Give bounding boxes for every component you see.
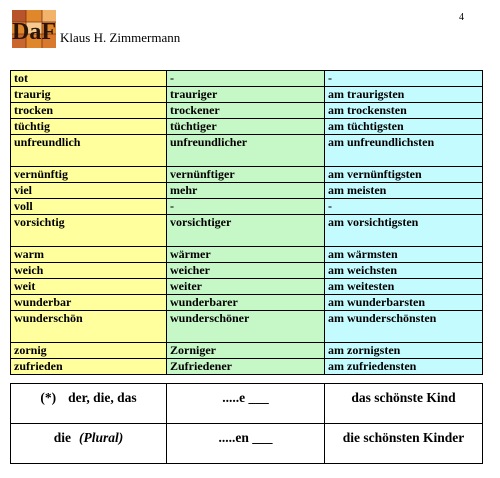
author-name: Klaus H. Zimmermann <box>60 30 181 45</box>
positive-cell: unfreundlich <box>11 135 167 167</box>
comparative-cell: mehr <box>167 183 325 199</box>
table-row <box>11 71 483 87</box>
superlative-cell: am meisten <box>325 183 483 199</box>
plural-label: (Plural) <box>79 430 124 445</box>
table-row <box>11 215 483 247</box>
page-number: 4 <box>459 12 464 23</box>
positive-cell: zufrieden <box>11 359 167 375</box>
positive-cell: tot <box>11 71 167 87</box>
positive-cell: zornig <box>11 343 167 359</box>
comparative-cell: Zufriedener <box>167 359 325 375</box>
superlative-cell: am traurigsten <box>325 87 483 103</box>
comparative-cell: wunderschöner <box>167 311 325 343</box>
table-row <box>11 87 483 103</box>
table-row <box>11 199 483 215</box>
superlative-cell: am weichsten <box>325 263 483 279</box>
singular-articles-cell <box>11 384 167 424</box>
singular-articles: der, die, das <box>68 390 137 405</box>
table-row <box>11 247 483 263</box>
plural-article: die <box>53 430 71 445</box>
table-row <box>11 295 483 311</box>
comparative-cell: wärmer <box>167 247 325 263</box>
positive-cell: warm <box>11 247 167 263</box>
superlative-cell: - <box>325 71 483 87</box>
superlative-cell: am zornigsten <box>325 343 483 359</box>
positive-cell: traurig <box>11 87 167 103</box>
positive-cell: weich <box>11 263 167 279</box>
positive-cell: tüchtig <box>11 119 167 135</box>
positive-cell: wunderschön <box>11 311 167 343</box>
comparative-cell: weicher <box>167 263 325 279</box>
positive-cell: vorsichtig <box>11 215 167 247</box>
table-row <box>11 103 483 119</box>
superlative-cell: am vorsichtigsten <box>325 215 483 247</box>
superlative-cell: am tüchtigsten <box>325 119 483 135</box>
logo-text: DaF <box>12 19 56 45</box>
superlative-cell: am wunderbarsten <box>325 295 483 311</box>
superlative-cell: am trockensten <box>325 103 483 119</box>
singular-example-cell: das schönste Kind <box>325 384 483 424</box>
superlative-cell: am zufriedensten <box>325 359 483 375</box>
singular-rule-row <box>11 384 483 424</box>
table-row <box>11 183 483 199</box>
comparative-cell: tüchtiger <box>167 119 325 135</box>
comparative-cell: vorsichtiger <box>167 215 325 247</box>
superlative-cell: am vernünftigsten <box>325 167 483 183</box>
plural-ending-cell: .....en ___ <box>167 424 325 464</box>
plural-articles-cell <box>11 424 167 464</box>
table-row <box>11 167 483 183</box>
positive-cell: voll <box>11 199 167 215</box>
comparative-cell: weiter <box>167 279 325 295</box>
superlative-cell: am wärmsten <box>325 247 483 263</box>
positive-cell: trocken <box>11 103 167 119</box>
singular-ending-cell: .....e ___ <box>167 384 325 424</box>
table-row <box>11 263 483 279</box>
asterisk-marker: (*) <box>40 390 57 405</box>
comparative-cell: vernünftiger <box>167 167 325 183</box>
comparative-cell: - <box>167 71 325 87</box>
comparative-cell: trockener <box>167 103 325 119</box>
positive-cell: vernünftig <box>11 167 167 183</box>
positive-cell: viel <box>11 183 167 199</box>
comparative-cell: - <box>167 199 325 215</box>
superlative-cell: am unfreundlichsten <box>325 135 483 167</box>
positive-cell: weit <box>11 279 167 295</box>
table-row <box>11 135 483 167</box>
comparative-cell: unfreundlicher <box>167 135 325 167</box>
superlative-cell: am weitesten <box>325 279 483 295</box>
table-row <box>11 279 483 295</box>
adjective-comparison-table <box>10 70 483 375</box>
comparative-cell: trauriger <box>167 87 325 103</box>
table-row <box>11 343 483 359</box>
daf-logo <box>12 10 56 48</box>
comparative-cell: wunderbarer <box>167 295 325 311</box>
table-row <box>11 359 483 375</box>
comparative-cell: Zorniger <box>167 343 325 359</box>
ending-rules-table <box>10 383 483 464</box>
table-row <box>11 311 483 343</box>
table-body <box>11 71 483 375</box>
plural-example-cell: die schönsten Kinder <box>325 424 483 464</box>
superlative-cell: am wunderschönsten <box>325 311 483 343</box>
superlative-cell: - <box>325 199 483 215</box>
positive-cell: wunderbar <box>11 295 167 311</box>
plural-rule-row <box>11 424 483 464</box>
table-row <box>11 119 483 135</box>
